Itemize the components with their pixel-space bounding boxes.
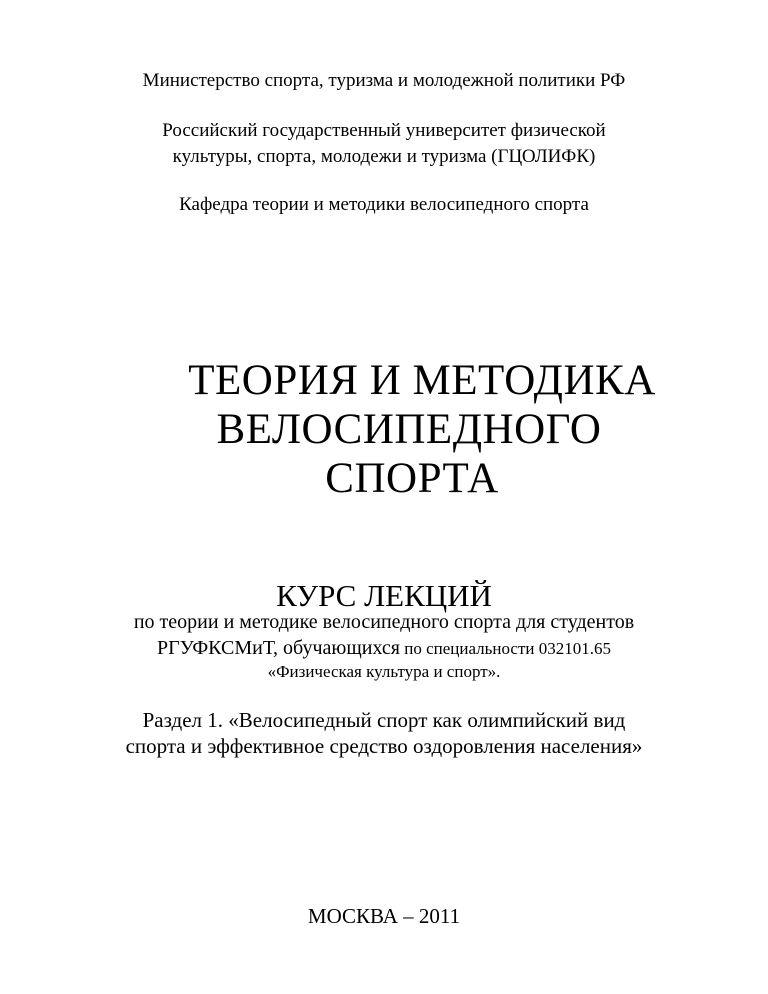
course-line-1: по теории и методике велосипедного спорта для студентов xyxy=(133,611,635,633)
university-line-1: Российский государственный университет физической xyxy=(162,120,606,141)
title-line-2: ВЕЛОСИПЕДНОГО xyxy=(216,406,602,453)
university-line-2: культуры, спорта, молодежи и туризма (ГЦОЛИФК) xyxy=(172,146,596,167)
city-year: МОСКВА – 2011 xyxy=(307,904,461,928)
ministry-line: Министерство спорта, туризма и молодежной политики РФ xyxy=(142,70,626,91)
section-line-1: Раздел 1. «Велосипедный спорт как олимпийский вид xyxy=(142,708,626,732)
course-heading: КУРС ЛЕКЦИЙ xyxy=(276,578,492,613)
department-line: Кафедра теории и методики велосипедного спорта xyxy=(179,194,589,215)
course-line-2-specialty: по специальности 032101.65 xyxy=(399,639,611,658)
title-line-3: СПОРТА xyxy=(325,455,499,502)
course-line-2-main: РГУФКСМиТ, обучающихся xyxy=(157,637,400,659)
title-line-1: ТЕОРИЯ И МЕТОДИКА xyxy=(188,357,656,404)
course-line-3: «Физическая культура и спорт». xyxy=(267,662,501,681)
course-line-2 xyxy=(0,637,768,660)
section-line-2: спорта и эффективное средство оздоровления населения» xyxy=(125,734,643,758)
